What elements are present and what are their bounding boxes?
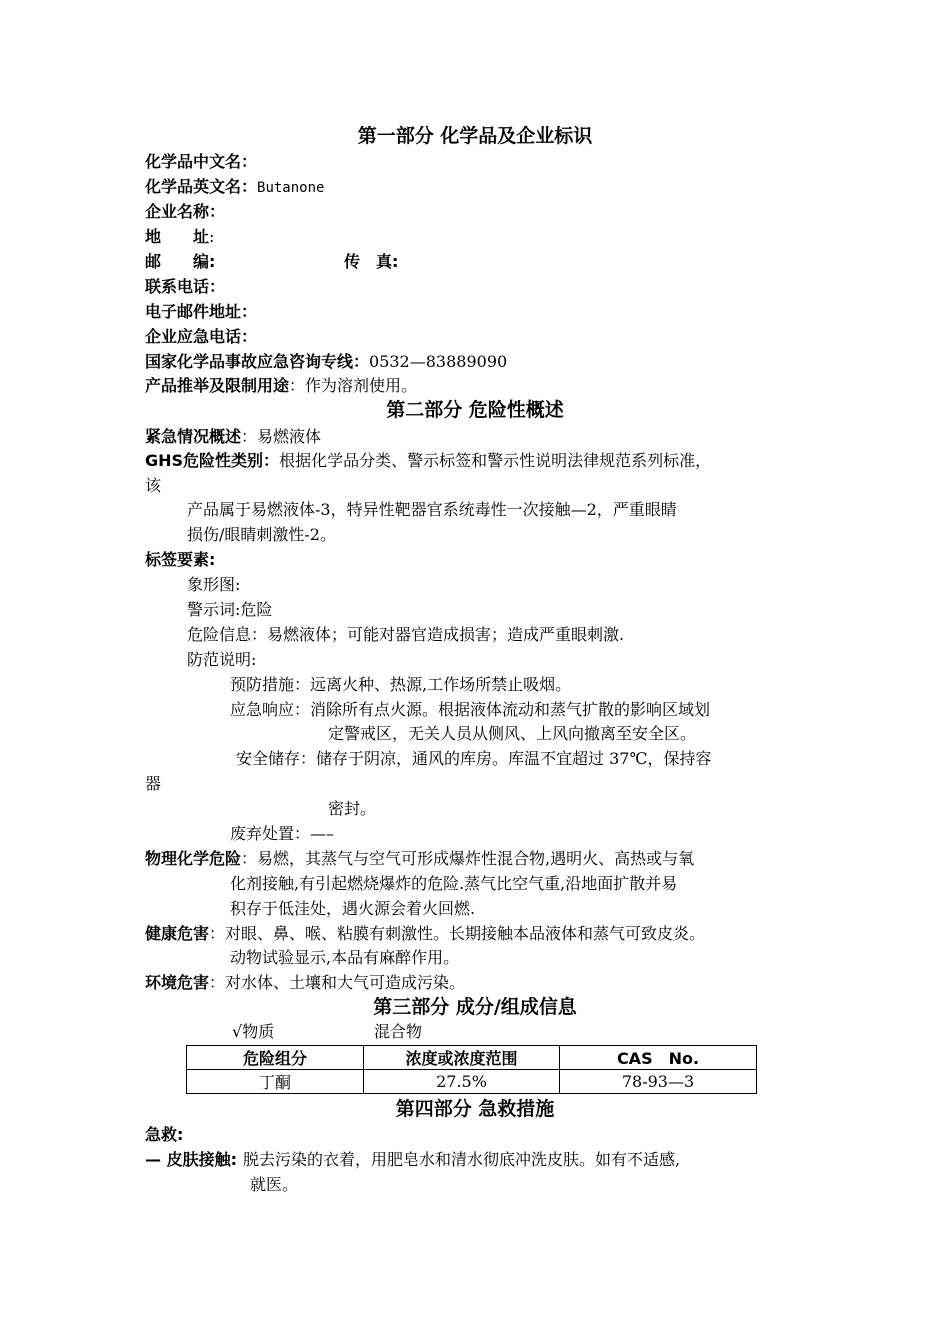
use-row: [145, 374, 417, 398]
header-concentration: 浓度或浓度范围: [364, 1046, 560, 1070]
address-label: 地 址: [145, 227, 210, 246]
header-cas: CAS No.: [560, 1046, 757, 1070]
response-line2: 定警戒区，无关人员从侧风、上风向撤离至安全区。: [328, 724, 697, 743]
skin-contact-line2: 就医。: [250, 1175, 299, 1194]
cn-name-label: 化学品中文名：: [145, 152, 258, 171]
cell-cas: 78-93—3: [560, 1070, 757, 1094]
skin-contact-row: [145, 1148, 680, 1172]
email-label: 电子邮件地址：: [145, 302, 258, 321]
signal-word: 警示词:危险: [187, 600, 273, 619]
health-line1: ：对眼、鼻、喉、粘膜有刺激性。长期接触本品液体和蒸气可致皮炎。: [209, 924, 706, 943]
cell-component: 丁酮: [187, 1070, 364, 1094]
part2-title: 第二部分 危险性概述: [386, 399, 564, 421]
storage-line3: 密封。: [328, 799, 377, 818]
emergency-phone-label: 企业应急电话：: [145, 327, 258, 346]
hotline-label: 国家化学品事故应急咨询专线：: [145, 352, 370, 371]
pictogram-label: 象形图:: [187, 575, 241, 594]
hotline-row: [145, 350, 507, 374]
ghs-line3: 产品属于易燃液体-3，特异性靶器官系统毒性一次接触—2，严重眼睛: [187, 500, 677, 519]
use-label: 产品推举及限制用途: [145, 376, 290, 395]
mixture-option: 混合物: [374, 1022, 423, 1041]
address-colon: :: [209, 227, 215, 246]
storage-line1: 安全储存：储存于阴凉，通风的库房。库温不宜超过 37℃，保持容: [236, 749, 712, 768]
physchem-label: 物理化学危险: [145, 849, 242, 868]
skin-contact-line1: 脱去污染的衣着，用肥皂水和清水彻底冲洗皮肤。如有不适感,: [242, 1150, 681, 1169]
en-name-row: [145, 175, 324, 200]
storage-line2: 器: [145, 774, 162, 793]
label-elements-label: 标签要素:: [145, 550, 216, 569]
precaution-label: 防范说明:: [187, 650, 257, 669]
emergency-overview-row: [145, 425, 321, 449]
ghs-label: GHS危险性类别：: [145, 451, 280, 470]
en-name-label: 化学品英文名：: [145, 177, 258, 196]
ghs-line2: 该: [145, 476, 162, 495]
physchem-line1: ：易燃，其蒸气与空气可形成爆炸性混合物,遇明火、高热或与氧: [241, 849, 695, 868]
health-line2: 动物试验显示,本品有麻醉作用。: [230, 948, 460, 967]
part4-title: 第四部分 急救措施: [395, 1098, 555, 1120]
cell-concentration: 27.5%: [364, 1070, 560, 1094]
phone-label: 联系电话：: [145, 277, 226, 296]
ghs-line4: 损伤/眼睛刺激性-2。: [187, 525, 336, 544]
ghs-row: [145, 449, 711, 473]
part1-title: 第一部分 化学品及企业标识: [357, 125, 593, 147]
prevention: 预防措施：远离火种、热源,工作场所禁止吸烟。: [230, 675, 572, 694]
disposal: 废弃处置：—–: [230, 824, 335, 843]
env-row: [145, 971, 465, 995]
env-value: ：对水体、土壤和大气可造成污染。: [209, 973, 466, 992]
skin-contact-label: — 皮肤接触:: [145, 1150, 237, 1169]
first-aid-label: 急救:: [145, 1125, 184, 1144]
physchem-line3: 积存于低洼处，遇火源会着火回燃.: [230, 899, 476, 918]
response-line1: 应急响应：消除所有点火源。根据液体流动和蒸气扩散的影响区域划: [230, 700, 711, 719]
ghs-line1: 根据化学品分类、警示标签和警示性说明法律规范系列标准，: [279, 451, 712, 470]
table-header-row: [187, 1046, 757, 1070]
postcode-label: 邮 编:: [145, 252, 216, 271]
hazard-info: 危险信息：易燃液体；可能对器官造成损害；造成严重眼刺激.: [187, 625, 625, 644]
composition-table: [186, 1045, 757, 1094]
company-label: 企业名称：: [145, 202, 226, 221]
part3-title: 第三部分 成分/组成信息: [373, 996, 577, 1018]
physchem-line2: 化剂接触,有引起燃烧爆炸的危险.蒸气比空气重,沿地面扩散并易: [230, 874, 678, 893]
substance-option: √物质: [232, 1022, 275, 1041]
health-label: 健康危害: [145, 924, 210, 943]
table-row: [187, 1070, 757, 1094]
emergency-overview-value: ：易燃液体: [241, 427, 322, 446]
emergency-overview-label: 紧急情况概述: [145, 427, 242, 446]
physchem-row: [145, 847, 694, 871]
fax-label: 传 真:: [344, 252, 399, 271]
address-row: [145, 225, 214, 249]
header-component: 危险组分: [187, 1046, 364, 1070]
en-name-value: Butanone: [257, 180, 325, 196]
health-row: [145, 922, 705, 946]
hotline-value: 0532—83889090: [369, 352, 508, 371]
env-label: 环境危害: [145, 973, 210, 992]
use-value: ：作为溶剂使用。: [289, 376, 418, 395]
